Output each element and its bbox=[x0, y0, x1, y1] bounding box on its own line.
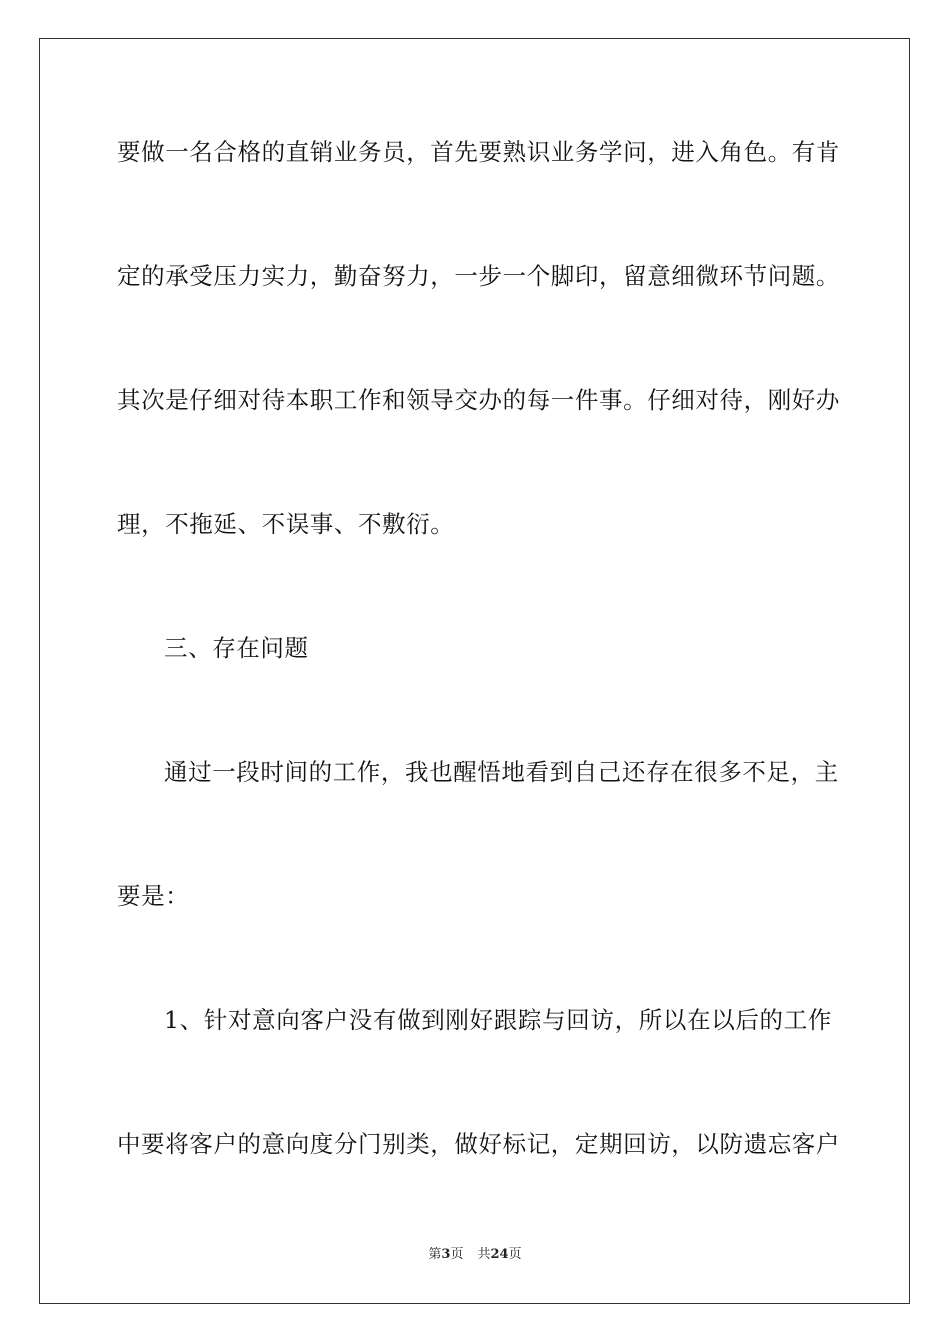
section-heading: 三、存在问题 bbox=[164, 634, 309, 662]
paragraph-line-1: 要做一名合格的直销业务员，首先要熟识业务学问，进入角色。有肯 bbox=[117, 138, 840, 166]
page-footer bbox=[0, 1247, 950, 1263]
paragraph-line-4: 理，不拖延、不误事、不敷衍。 bbox=[117, 510, 455, 538]
list-item-1-line-2: 中要将客户的意向度分门别类，做好标记，定期回访，以防遗忘客户 bbox=[117, 1130, 840, 1158]
footer-total-prefix: 共 bbox=[477, 1247, 491, 1262]
list-item-1-line-1: 1、针对意向客户没有做到刚好跟踪与回访，所以在以后的工作 bbox=[164, 1006, 832, 1034]
paragraph-line-5: 通过一段时间的工作，我也醒悟地看到自己还存在很多不足，主 bbox=[164, 758, 839, 786]
footer-page-total: 24 bbox=[490, 1247, 509, 1262]
paragraph-line-2: 定的承受压力实力，勤奋努力，一步一个脚印，留意细微环节问题。 bbox=[117, 262, 840, 290]
footer-page-prefix: 第 bbox=[428, 1247, 442, 1262]
footer-page-current: 3 bbox=[441, 1247, 451, 1262]
paragraph-line-3: 其次是仔细对待本职工作和领导交办的每一件事。仔细对待，刚好办 bbox=[117, 386, 840, 414]
footer-page-unit: 页 bbox=[450, 1247, 464, 1262]
paragraph-line-6: 要是： bbox=[117, 882, 190, 910]
page-border bbox=[39, 38, 910, 1304]
footer-total-unit: 页 bbox=[508, 1247, 522, 1262]
